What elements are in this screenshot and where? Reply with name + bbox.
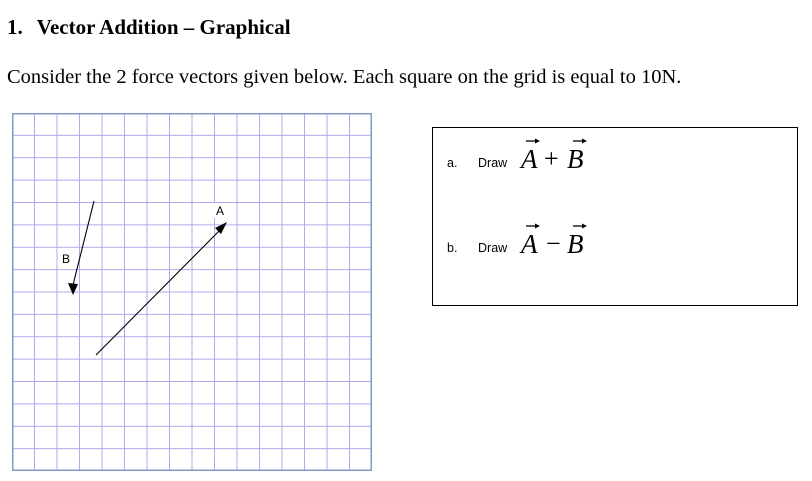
task-verb: Draw xyxy=(478,241,508,255)
vector-arrow-icon xyxy=(526,139,587,144)
vector-a-arrowhead xyxy=(215,222,227,234)
vector-a-label: A xyxy=(215,204,225,218)
vector-b xyxy=(58,201,94,295)
vector-b-arrowhead xyxy=(68,283,78,295)
question-title: Vector Addition – Graphical xyxy=(36,15,291,39)
operator-plus: + xyxy=(544,144,559,173)
vector-b-label: B xyxy=(61,252,71,266)
question-number: 1. xyxy=(7,15,23,39)
operator-minus: − xyxy=(546,229,561,258)
vector-symbol-b: B xyxy=(567,229,584,258)
vector-arrow-icon xyxy=(526,224,587,229)
task-expression xyxy=(519,137,639,176)
task-letter: a. xyxy=(447,156,458,170)
task-verb: Draw xyxy=(478,156,508,170)
task-expression xyxy=(519,222,639,261)
tasks-box xyxy=(432,127,798,306)
vector-symbol-b: B xyxy=(567,144,584,173)
task-letter: b. xyxy=(447,241,458,255)
force-grid xyxy=(12,113,372,471)
vector-symbol-a: A xyxy=(521,144,538,173)
vector-a xyxy=(96,203,229,355)
question-intro: Consider the 2 force vectors given below. Each square on the grid is equal to 10N. xyxy=(7,66,682,88)
vector-symbol-a: A xyxy=(521,229,538,258)
grid-lines xyxy=(12,113,372,471)
question-heading xyxy=(7,15,291,40)
